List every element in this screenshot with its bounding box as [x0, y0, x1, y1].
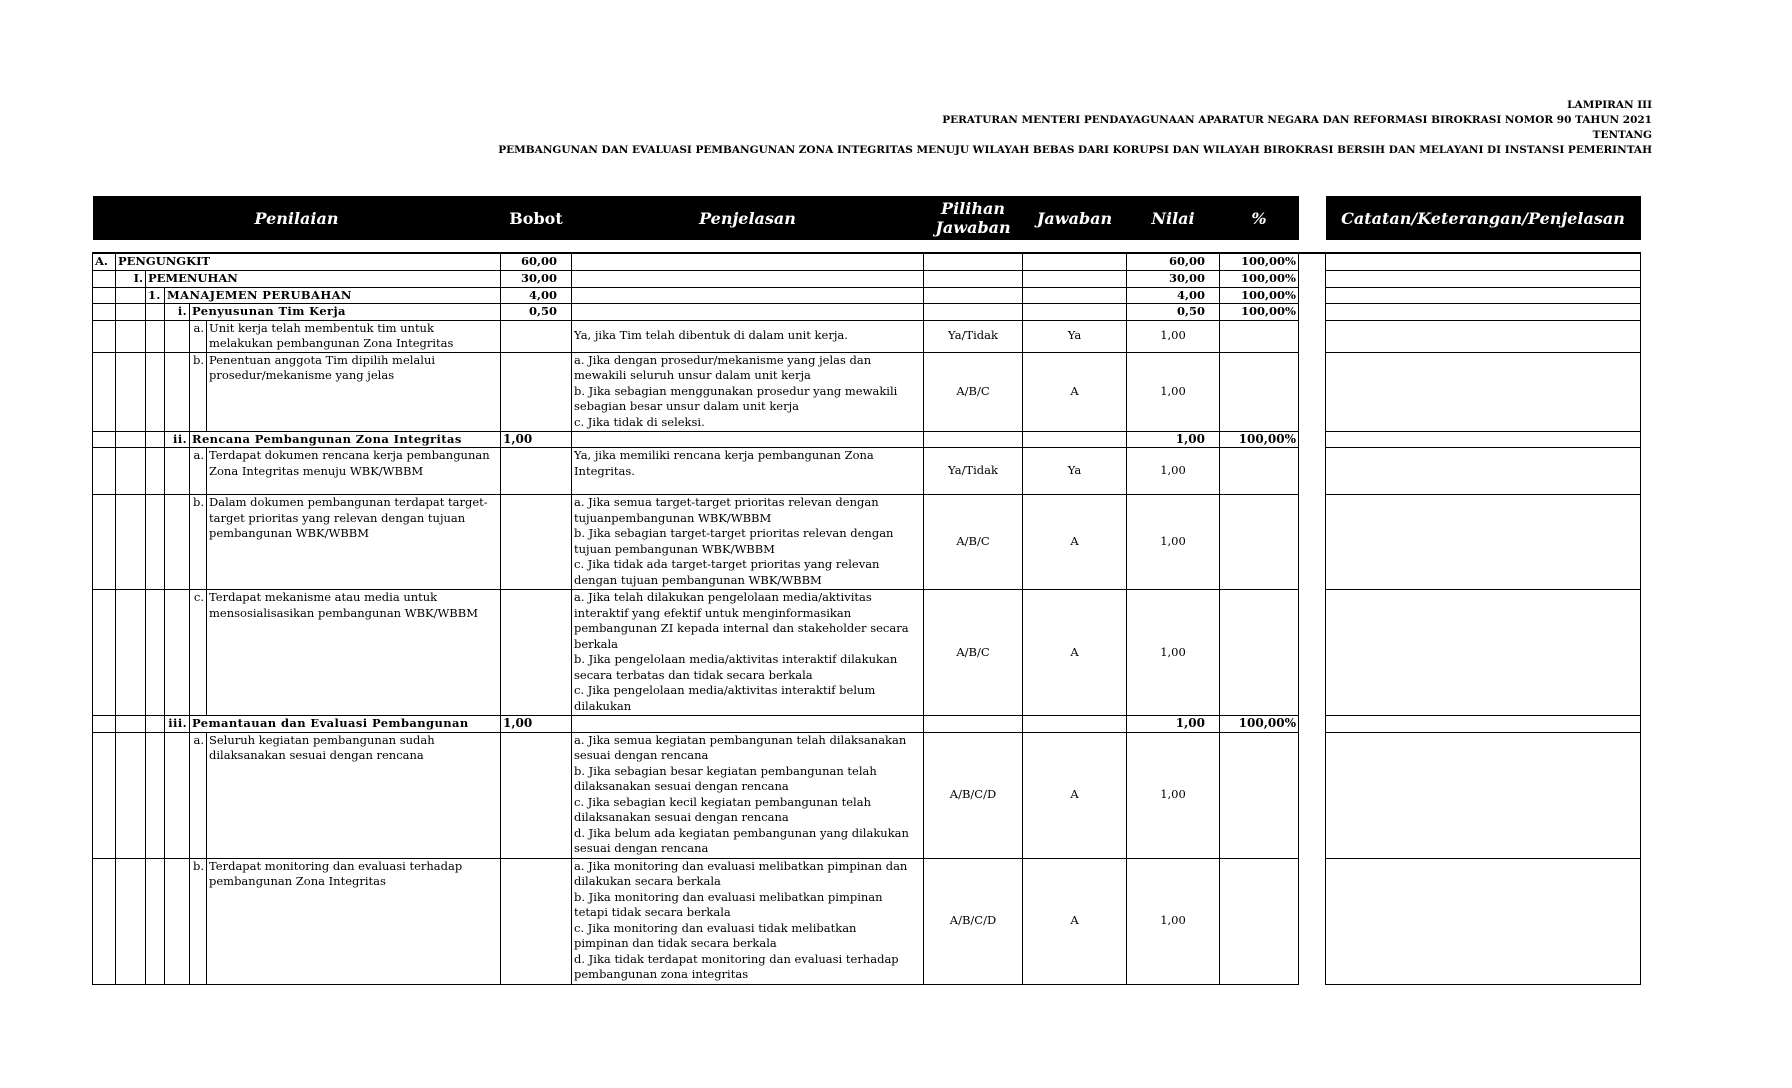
item-row	[93, 590, 1641, 716]
nilai-cell: 1,00	[1127, 320, 1220, 352]
jawaban-cell[interactable]: A	[1023, 352, 1127, 431]
item-mark: b.	[190, 858, 207, 984]
item-row	[93, 352, 1641, 431]
nilai-cell: 1,00	[1127, 732, 1220, 858]
header-regulation: PERATURAN MENTERI PENDAYAGUNAAN APARATUR NEGARA DAN REFORMASI BIROKRASI NOMOR 90 TAHUN 2021	[942, 114, 1652, 126]
subsection-mark: ii.	[165, 431, 190, 448]
jawaban-cell[interactable]: A	[1023, 590, 1127, 716]
nilai-cell: 1,00	[1127, 448, 1220, 495]
jawaban-cell[interactable]: A	[1023, 495, 1127, 590]
subsection-label: Penyusunan Tim Kerja	[190, 304, 501, 321]
header-lampiran: LAMPIRAN III	[1567, 99, 1652, 111]
item-row	[93, 732, 1641, 858]
catatan-cell[interactable]	[1326, 448, 1641, 495]
persen-cell: 100,00%	[1220, 253, 1299, 270]
bobot-cell: 1,00	[501, 431, 572, 448]
item-mark: a.	[190, 320, 207, 352]
subsection-row-ii	[93, 431, 1641, 448]
catatan-cell[interactable]	[1326, 858, 1641, 984]
item-question: Terdapat mekanisme atau media untuk mensosialisasikan pembangunan WBK/WBBM	[207, 590, 501, 716]
catatan-cell[interactable]	[1326, 431, 1641, 448]
nilai-cell: 30,00	[1127, 270, 1220, 287]
nilai-cell: 1,00	[1127, 495, 1220, 590]
persen-cell: 100,00%	[1220, 716, 1299, 733]
jawaban-cell[interactable]: Ya	[1023, 320, 1127, 352]
section-label: PEMENUHAN	[146, 270, 501, 287]
subsection-row-i	[93, 304, 1641, 321]
section-row-i	[93, 270, 1641, 287]
item-penjelasan: a. Jika semua kegiatan pembangunan telah dilaksanakan sesuai dengan rencana b. Jika sebagian besar kegiatan pembangunan telah dilaksanakan sesuai dengan rencana c. Jika sebagian kecil kegiatan pembangunan telah dilaksanakan sesuai dengan rencana d. Jika belum ada kegiatan pembangunan yang dilakukan sesuai dengan rencana	[572, 732, 924, 858]
col-penjelasan: Penjelasan	[572, 196, 924, 240]
subsection-row-iii	[93, 716, 1641, 733]
persen-cell: 100,00%	[1220, 270, 1299, 287]
section-mark: A.	[93, 253, 116, 270]
table-header-row	[93, 196, 1641, 240]
col-catatan: Catatan/Keterangan/Penjelasan	[1326, 196, 1641, 240]
subsection-label: Rencana Pembangunan Zona Integritas	[190, 431, 501, 448]
col-jawaban: Jawaban	[1023, 196, 1127, 240]
item-row	[93, 495, 1641, 590]
section-label: PENGUNGKIT	[116, 253, 501, 270]
item-row	[93, 858, 1641, 984]
bobot-cell: 4,00	[501, 287, 572, 304]
bobot-cell: 30,00	[501, 270, 572, 287]
item-row	[93, 320, 1641, 352]
jawaban-cell[interactable]: Ya	[1023, 448, 1127, 495]
item-mark: a.	[190, 732, 207, 858]
subsection-mark: i.	[165, 304, 190, 321]
pilihan-cell: A/B/C	[924, 590, 1023, 716]
pilihan-cell: A/B/C	[924, 495, 1023, 590]
nilai-cell: 1,00	[1127, 431, 1220, 448]
subsection-label: Pemantauan dan Evaluasi Pembangunan	[190, 716, 501, 733]
pilihan-cell: Ya/Tidak	[924, 448, 1023, 495]
nilai-cell: 1,00	[1127, 590, 1220, 716]
item-mark: a.	[190, 448, 207, 495]
jawaban-cell[interactable]: A	[1023, 858, 1127, 984]
item-mark: c.	[190, 590, 207, 716]
persen-cell: 100,00%	[1220, 304, 1299, 321]
nilai-cell: 4,00	[1127, 287, 1220, 304]
header-tentang: TENTANG	[1592, 129, 1652, 141]
catatan-cell[interactable]	[1326, 304, 1641, 321]
jawaban-cell[interactable]: A	[1023, 732, 1127, 858]
col-pilihan-jawaban: Pilihan Jawaban	[924, 196, 1023, 240]
item-row	[93, 448, 1641, 495]
item-penjelasan: a. Jika telah dilakukan pengelolaan media/aktivitas interaktif yang efektif untuk menginformasikan pembangunan ZI kepada internal dan stakeholder secara berkala b. Jika pengelolaan media/aktivitas interaktif dilakukan secara terbatas dan tidak secara berkala c. Jika pengelolaan media/aktivitas interaktif belum dilakukan	[572, 590, 924, 716]
item-penjelasan: a. Jika dengan prosedur/mekanisme yang jelas dan mewakili seluruh unsur dalam unit kerja b. Jika sebagian menggunakan prosedur yang mewakili sebagian besar unsur dalam unit kerja c. Jika tidak di seleksi.	[572, 352, 924, 431]
bobot-cell: 60,00	[501, 253, 572, 270]
catatan-cell[interactable]	[1326, 253, 1641, 270]
item-question: Penentuan anggota Tim dipilih melalui prosedur/mekanisme yang jelas	[207, 352, 501, 431]
col-bobot: Bobot	[501, 196, 572, 240]
catatan-cell[interactable]	[1326, 287, 1641, 304]
catatan-cell[interactable]	[1326, 716, 1641, 733]
bobot-cell: 1,00	[501, 716, 572, 733]
catatan-cell[interactable]	[1326, 732, 1641, 858]
catatan-cell[interactable]	[1326, 590, 1641, 716]
pilihan-cell: Ya/Tidak	[924, 320, 1023, 352]
pilihan-cell: A/B/C	[924, 352, 1023, 431]
col-nilai: Nilai	[1127, 196, 1220, 240]
item-question: Seluruh kegiatan pembangunan sudah dilaksanakan sesuai dengan rencana	[207, 732, 501, 858]
section-label: MANAJEMEN PERUBAHAN	[165, 287, 501, 304]
catatan-cell[interactable]	[1326, 352, 1641, 431]
nilai-cell: 1,00	[1127, 352, 1220, 431]
subsection-mark: iii.	[165, 716, 190, 733]
section-mark: 1.	[146, 287, 165, 304]
nilai-cell: 1,00	[1127, 858, 1220, 984]
col-persen: %	[1220, 196, 1299, 240]
section-row-1	[93, 287, 1641, 304]
pilihan-cell: A/B/C/D	[924, 732, 1023, 858]
item-question: Dalam dokumen pembangunan terdapat target- target prioritas yang relevan dengan tujuan pembangunan WBK/WBBM	[207, 495, 501, 590]
item-penjelasan: Ya, jika Tim telah dibentuk di dalam unit kerja.	[572, 320, 924, 352]
assessment-table	[92, 196, 1641, 985]
catatan-cell[interactable]	[1326, 270, 1641, 287]
bobot-cell: 0,50	[501, 304, 572, 321]
nilai-cell: 0,50	[1127, 304, 1220, 321]
nilai-cell: 1,00	[1127, 716, 1220, 733]
item-question: Terdapat dokumen rencana kerja pembangunan Zona Integritas menuju WBK/WBBM	[207, 448, 501, 495]
section-row-a	[93, 253, 1641, 270]
item-mark: b.	[190, 352, 207, 431]
item-penjelasan: Ya, jika memiliki rencana kerja pembangunan Zona Integritas.	[572, 448, 924, 495]
catatan-cell[interactable]	[1326, 495, 1641, 590]
pilihan-cell: A/B/C/D	[924, 858, 1023, 984]
document-header	[498, 98, 1652, 158]
item-penjelasan: a. Jika semua target-target prioritas relevan dengan tujuanpembangunan WBK/WBBM b. Jika sebagian target-target prioritas relevan dengan tujuan pembangunan WBK/WBBM c. Jika tidak ada target-target prioritas yang relevan dengan tujuan pembangunan WBK/WBBM	[572, 495, 924, 590]
item-penjelasan: a. Jika monitoring dan evaluasi melibatkan pimpinan dan dilakukan secara berkala b. Jika monitoring dan evaluasi melibatkan pimpinan tetapi tidak secara berkala c. Jika monitoring dan evaluasi tidak melibatkan pimpinan dan tidak secara berkala d. Jika tidak terdapat monitoring dan evaluasi terhadap pembangunan zona integritas	[572, 858, 924, 984]
item-mark: b.	[190, 495, 207, 590]
header-subject: PEMBANGUNAN DAN EVALUASI PEMBANGUNAN ZONA INTEGRITAS MENUJU WILAYAH BEBAS DARI KORUPSI DAN WILAYAH BIROKRASI BERSIH DAN MELAYANI DI INSTANSI PEMERINTAH	[498, 144, 1652, 156]
section-mark: I.	[116, 270, 146, 287]
col-penilaian: Penilaian	[93, 196, 501, 240]
catatan-cell[interactable]	[1326, 320, 1641, 352]
item-question: Terdapat monitoring dan evaluasi terhadap pembangunan Zona Integritas	[207, 858, 501, 984]
item-question: Unit kerja telah membentuk tim untuk melakukan pembangunan Zona Integritas	[207, 320, 501, 352]
persen-cell: 100,00%	[1220, 287, 1299, 304]
persen-cell: 100,00%	[1220, 431, 1299, 448]
nilai-cell: 60,00	[1127, 253, 1220, 270]
